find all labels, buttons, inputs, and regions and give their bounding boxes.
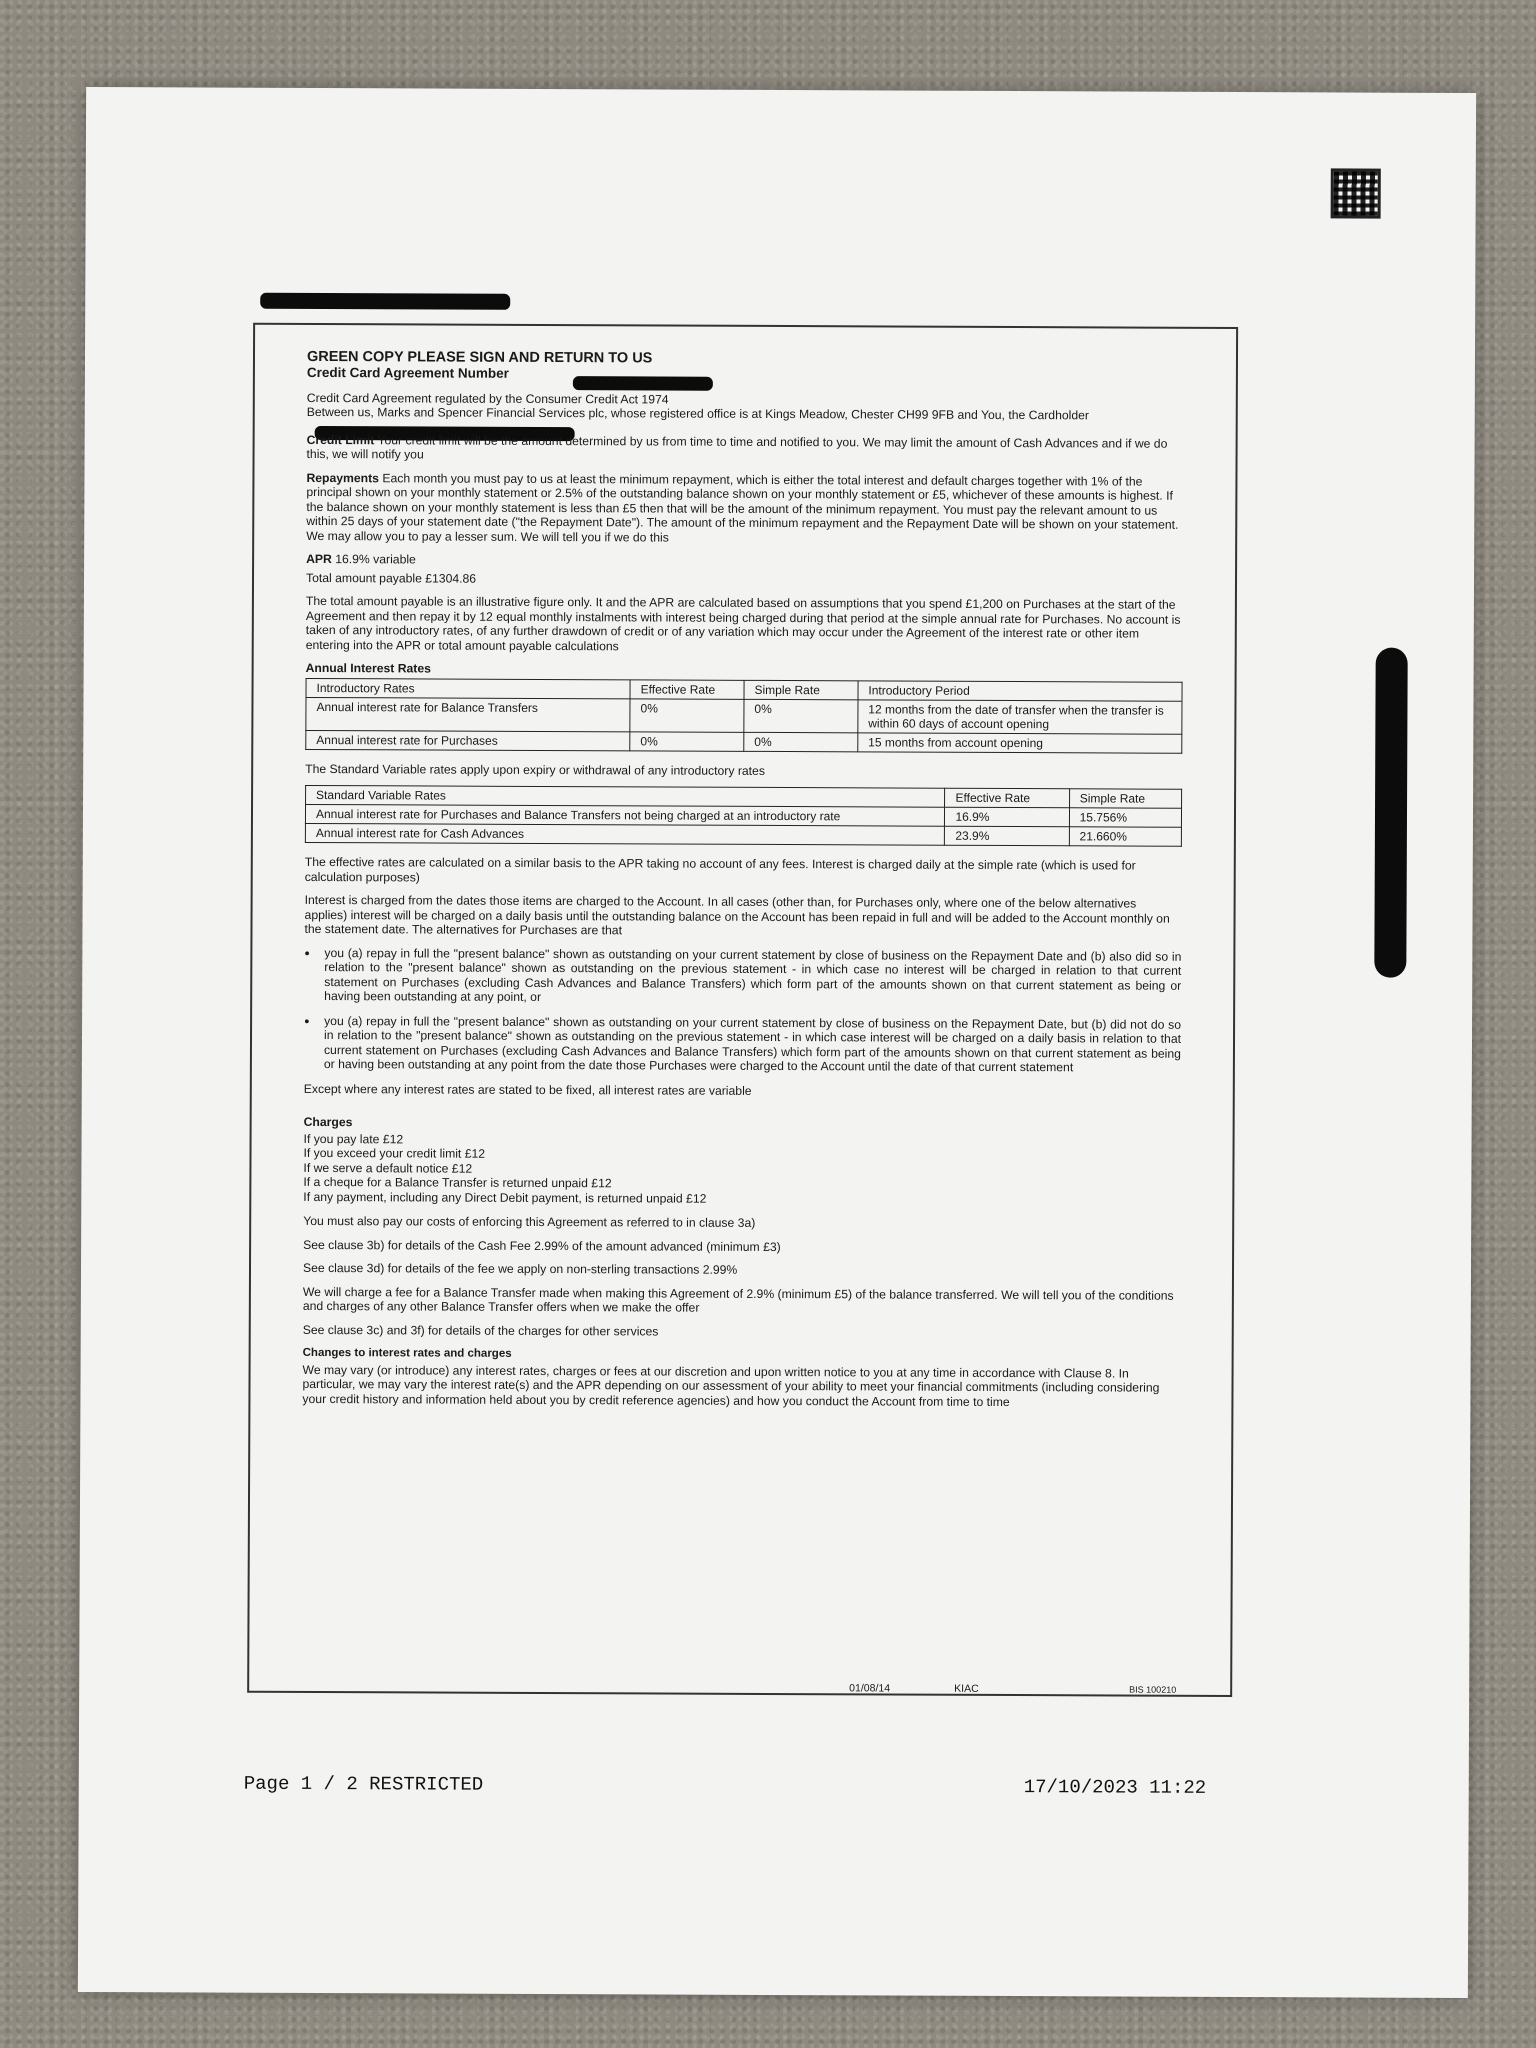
barcode-icon xyxy=(1331,168,1381,218)
charges-list xyxy=(303,1131,1180,1207)
balance-transfer-fee-text: We will charge a fee for a Balance Transfer made when making this Agreement of 2.9% (minimum £5) of the balance transferred. We will tell you of the conditions and charges of any other Balance Transfer offers when we make the offer xyxy=(302,1284,1174,1315)
interest-charged-text: Interest is charged from the dates those items are charged to the Account. In all cases (other than, for Purchases only, where one of the below alternatives applies) interest will be charged on a daily basis until the outstanding balance on the Account has been repaid in full and will be added to the Account monthly on the statement date. The alternatives for Purchases are that xyxy=(304,892,1170,938)
total-payable: Total amount payable £1304.86 xyxy=(305,570,477,586)
apr-label: APR xyxy=(306,551,332,567)
apr-value: 16.9% variable xyxy=(335,552,416,567)
table-header: Introductory Period xyxy=(858,680,1182,700)
standard-note: The Standard Variable rates apply upon expiry or withdrawal of any introductory rates xyxy=(305,761,765,778)
table-cell: 0% xyxy=(744,699,858,732)
table-cell: 23.9% xyxy=(945,826,1069,846)
table-row xyxy=(306,697,1182,734)
table-cell: Annual interest rate for Purchases and Balance Transfers not being charged at an introductory rate xyxy=(305,804,945,826)
list-item: If we serve a default notice £12 xyxy=(303,1160,473,1176)
table-row xyxy=(306,730,1182,753)
redaction-name xyxy=(260,293,510,310)
list-item: If a cheque for a Balance Transfer is returned unpaid £12 xyxy=(303,1174,612,1191)
list-item: If you pay late £12 xyxy=(303,1131,404,1146)
enforcing-text: You must also pay our costs of enforcing this Agreement as referred to in clause 3a) xyxy=(303,1213,756,1230)
table-cell: 0% xyxy=(744,732,858,751)
list-item: If you exceed your credit limit £12 xyxy=(303,1145,486,1161)
table-cell: 15 months from account opening xyxy=(858,732,1182,752)
table-cell: Annual interest rate for Balance Transfers xyxy=(306,697,630,731)
list-item: If any payment, including any Direct Debit payment, is returned unpaid £12 xyxy=(303,1189,707,1206)
table-header: Simple Rate xyxy=(1069,789,1181,808)
cash-fee-text: See clause 3b) for details of the Cash Fee 2.99% of the amount advanced (minimum £3) xyxy=(303,1237,781,1254)
changes-text: We may vary (or introduce) any interest rates, charges or fees at our discretion and upon written notice to you at any time in accordance with Clause 8. In particular, we may vary the interest rate(s) and the APR depending on our assessment of your ability to meet your financial commitments (including considering your credit history and information held about you by credit reference agencies) and how you conduct the Account from time to time xyxy=(302,1362,1160,1409)
annual-rates-title: Annual Interest Rates xyxy=(305,660,431,676)
purchase-alternatives-list xyxy=(304,945,1182,1075)
table-header: Effective Rate xyxy=(945,788,1069,808)
introductory-rates-table xyxy=(305,677,1182,753)
table-cell: 16.9% xyxy=(945,807,1069,827)
table-header: Effective Rate xyxy=(630,679,744,698)
list-item: ● you (a) repay in full the "present balance" shown as outstanding on your current statement by close of business on the Repayment Date and (b) also did so in relation to the "present balance" shown as outstanding on the previous statement - in which case no interest will be charged in relation to that current statement on Purchases (excluding Cash Advances and Balance Transfers) which form part of the amounts shown on that current statement as being or having been outstanding at any point, or xyxy=(324,946,1181,1008)
changes-title: Changes to interest rates and charges xyxy=(302,1346,512,1360)
agreement-number-label: Credit Card Agreement Number xyxy=(306,364,509,381)
redaction-signature xyxy=(1374,648,1407,978)
form-footer xyxy=(249,1679,1230,1695)
illustrative-text: The total amount payable is an illustrative figure only. It and the APR are calculated based on assumptions that you spend £1,200 on Purchases at the start of the Agreement and then repay it by 12 equal monthly instalments with interest being charged during that period at the simple annual rate for Purchases. No account is taken of any introductory rates, of any further drawdown of credit or of any variation which may occur under the Agreement of the interest rate or other item entering into the APR or total amount payable calculations xyxy=(305,593,1181,653)
apr-line xyxy=(306,552,1183,570)
effective-rates-text: The effective rates are calculated on a similar basis to the APR taking no account of any fees. Interest is charged daily at the simple rate (which is used for calculation purposes) xyxy=(304,854,1136,884)
repayments-paragraph xyxy=(306,470,1183,546)
repayments-text: Each month you must pay to us at least the minimum repayment, which is either the total interest and default charges together with 1% of the principal shown on your monthly statement or 2.5% of the outstanding balance shown on your monthly statement or £5, whichever of these amounts is highest. If the balance shown on your monthly statement is less than £5 then that will be the amount of the minimum repayment. You must pay the relevant amount to us within 25 days of your statement date ("the Repayment Date"). The amount of the minimum repayment and the Repayment Date will be shown on your statement. We may allow you to pay a lesser sum. We will tell you if we do this xyxy=(306,470,1179,545)
non-sterling-text: See clause 3d) for details of the fee we apply on non-sterling transactions 2.99% xyxy=(302,1260,738,1277)
variable-note: Except where any interest rates are stated to be fixed, all interest rates are variable xyxy=(303,1081,752,1098)
footer-date: 01/08/14 xyxy=(849,1682,891,1695)
regulation-text: Credit Card Agreement regulated by the Consumer Credit Act 1974 Between us, Marks and Spencer Financial Services plc, whose registered office is at Kings Meadow, Chester CH99 9FB and You, the Cardholder xyxy=(306,390,1090,423)
agreement-title: GREEN COPY PLEASE SIGN AND RETURN TO US xyxy=(306,348,653,367)
print-timestamp: 17/10/2023 11:22 xyxy=(1023,1776,1207,1799)
table-cell: 0% xyxy=(630,731,744,750)
footer-code: KIAC xyxy=(954,1682,979,1695)
table-header: Standard Variable Rates xyxy=(306,785,946,807)
credit-limit-paragraph xyxy=(307,432,1184,465)
list-item: ● you (a) repay in full the "present balance" shown as outstanding on your current statement by close of business on the Repayment Date, but (b) did not do so in relation to the "present balance" shown as outstanding on the previous statement - in which case interest will be charged on a daily basis in relation to that current statement on Purchases (excluding Cash Advances and Balance Transfers) which form part of the amounts shown on that current statement as being or having been outstanding at any point from the date those Purchases were charged to the Account until the date of that current statement xyxy=(324,1014,1181,1076)
table-header: Introductory Rates xyxy=(306,678,630,698)
charges-title: Charges xyxy=(303,1114,353,1130)
page-number: Page 1 / 2 RESTRICTED xyxy=(243,1772,484,1796)
table-cell: 12 months from the date of transfer when the transfer is within 60 days of account opening xyxy=(858,699,1182,733)
agreement-frame xyxy=(247,323,1238,1697)
table-row xyxy=(305,823,1181,846)
other-services-text: See clause 3c) and 3f) for details of the charges for other services xyxy=(302,1322,659,1338)
table-cell: 21.660% xyxy=(1069,827,1181,846)
table-cell: 15.756% xyxy=(1069,808,1181,827)
repayments-label: Repayments xyxy=(306,470,379,485)
table-cell: Annual interest rate for Purchases xyxy=(306,730,630,750)
table-cell: 0% xyxy=(630,698,744,731)
credit-limit-label: Credit Limit xyxy=(306,432,375,447)
table-header: Simple Rate xyxy=(744,680,858,699)
credit-limit-text: Your credit limit will be the amount determined by us from time to time and notified to you. We may limit the amount of Cash Advances and if we do this, we will notify you xyxy=(306,432,1168,462)
standard-rates-table xyxy=(305,785,1182,847)
footer-ref: BIS 100210 xyxy=(1129,1684,1177,1695)
table-cell: Annual interest rate for Cash Advances xyxy=(305,823,945,845)
document-page xyxy=(78,87,1476,1998)
